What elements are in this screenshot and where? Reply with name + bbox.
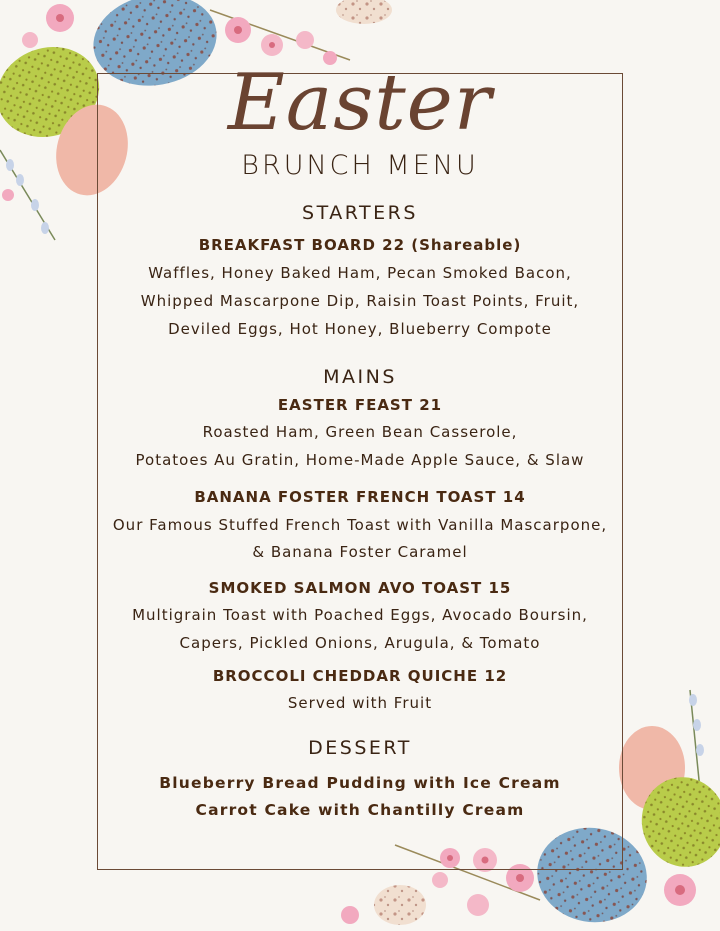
speckled-egg-icon: [374, 885, 426, 925]
menu-item-description: Served with Fruit: [287, 694, 433, 712]
menu-item-description: Waffles, Honey Baked Ham, Pecan Smoked Bacon,: [148, 264, 572, 282]
menu-item-name: SMOKED SALMON AVO TOAST 15: [208, 579, 512, 597]
menu-item-name: BANANA FOSTER FRENCH TOAST 14: [194, 488, 526, 506]
menu-item-description: Whipped Mascarpone Dip, Raisin Toast Points, Fruit,: [140, 292, 580, 310]
dessert-item: Carrot Cake with Chantilly Cream: [195, 801, 525, 819]
menu-item-description: Our Famous Stuffed French Toast with Vanilla Mascarpone,: [112, 516, 608, 534]
menu-script-title: Easter: [227, 58, 493, 148]
section-heading-starters: STARTERS: [302, 202, 418, 224]
menu-item-name: BREAKFAST BOARD 22 (Shareable): [198, 236, 522, 254]
section-heading-mains: MAINS: [323, 366, 397, 388]
dessert-item: Blueberry Bread Pudding with Ice Cream: [159, 774, 561, 792]
menu-item-description: Roasted Ham, Green Bean Casserole,: [202, 423, 518, 441]
speckled-egg-icon: [336, 0, 392, 24]
menu-item-description: Deviled Eggs, Hot Honey, Blueberry Compote: [168, 320, 552, 338]
menu-item-name: BROCCOLI CHEDDAR QUICHE 12: [212, 667, 508, 685]
menu-item-name: EASTER FEAST 21: [277, 396, 443, 414]
section-heading-dessert: DESSERT: [308, 737, 412, 759]
menu-item-description: & Banana Foster Caramel: [252, 543, 468, 561]
menu-item-description: Capers, Pickled Onions, Arugula, & Tomato: [179, 634, 541, 652]
menu-item-description: Potatoes Au Gratin, Home-Made Apple Sauce, & Slaw: [135, 451, 585, 469]
menu-item-description: Multigrain Toast with Poached Eggs, Avocado Boursin,: [132, 606, 588, 624]
menu-subtitle: BRUNCH MENU: [241, 150, 479, 181]
